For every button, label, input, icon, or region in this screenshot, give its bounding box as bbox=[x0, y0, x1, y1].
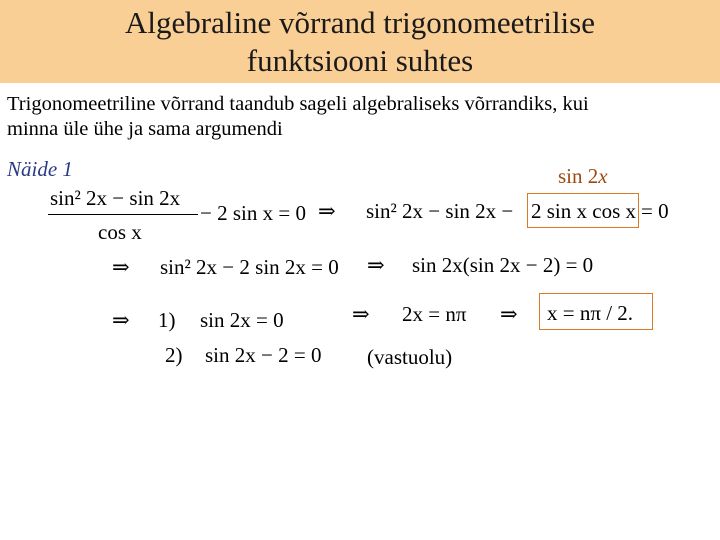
hint-sin: sin 2 bbox=[558, 164, 599, 188]
intro-text bbox=[7, 92, 707, 142]
case1-final: x = nπ / 2. bbox=[547, 301, 634, 325]
substitution-hint bbox=[558, 164, 608, 189]
implies-arrow-4: ⇒ bbox=[112, 308, 130, 332]
case2-equation: sin 2x − 2 = 0 bbox=[205, 343, 322, 367]
title-line-1: Algebraline võrrand trigonomeetrilise bbox=[124, 5, 595, 40]
step1-rhs-box: 2 sin x cos x bbox=[531, 199, 636, 223]
implies-arrow-5: ⇒ bbox=[352, 302, 370, 326]
case1-label: 1) bbox=[158, 308, 176, 332]
intro-line-1: Trigonomeetriline võrrand taandub sageli algebraliseks võrrandiks, kui bbox=[7, 93, 589, 115]
step2-rhs: sin 2x(sin 2x − 2) = 0 bbox=[412, 253, 594, 277]
case2-note: (vastuolu) bbox=[367, 345, 453, 369]
case1-result: 2x = nπ bbox=[402, 302, 467, 326]
step2-lhs: sin² 2x − 2 sin 2x = 0 bbox=[160, 255, 339, 279]
title-line-2: funktsiooni suhtes bbox=[246, 43, 474, 78]
implies-arrow-2: ⇒ bbox=[112, 255, 130, 279]
implies-arrow-6: ⇒ bbox=[500, 302, 518, 326]
fraction-denominator: cos x bbox=[98, 220, 142, 244]
case2-label: 2) bbox=[165, 343, 183, 367]
hint-var: x bbox=[598, 164, 608, 188]
example-label: Näide 1 bbox=[7, 157, 73, 181]
step1-rhs-b: = 0 bbox=[641, 199, 669, 223]
step1-tail: − 2 sin x = 0 bbox=[200, 201, 306, 225]
fraction-numerator: sin² 2x − sin 2x bbox=[50, 186, 181, 210]
slide-title bbox=[0, 4, 720, 80]
step1-rhs-a: sin² 2x − sin 2x − bbox=[366, 199, 514, 223]
implies-arrow-1: ⇒ bbox=[318, 199, 336, 223]
intro-line-2: minna üle ühe ja sama argumendi bbox=[7, 118, 283, 140]
case1-equation: sin 2x = 0 bbox=[200, 308, 284, 332]
fraction-bar bbox=[48, 214, 198, 215]
implies-arrow-3: ⇒ bbox=[367, 253, 385, 277]
